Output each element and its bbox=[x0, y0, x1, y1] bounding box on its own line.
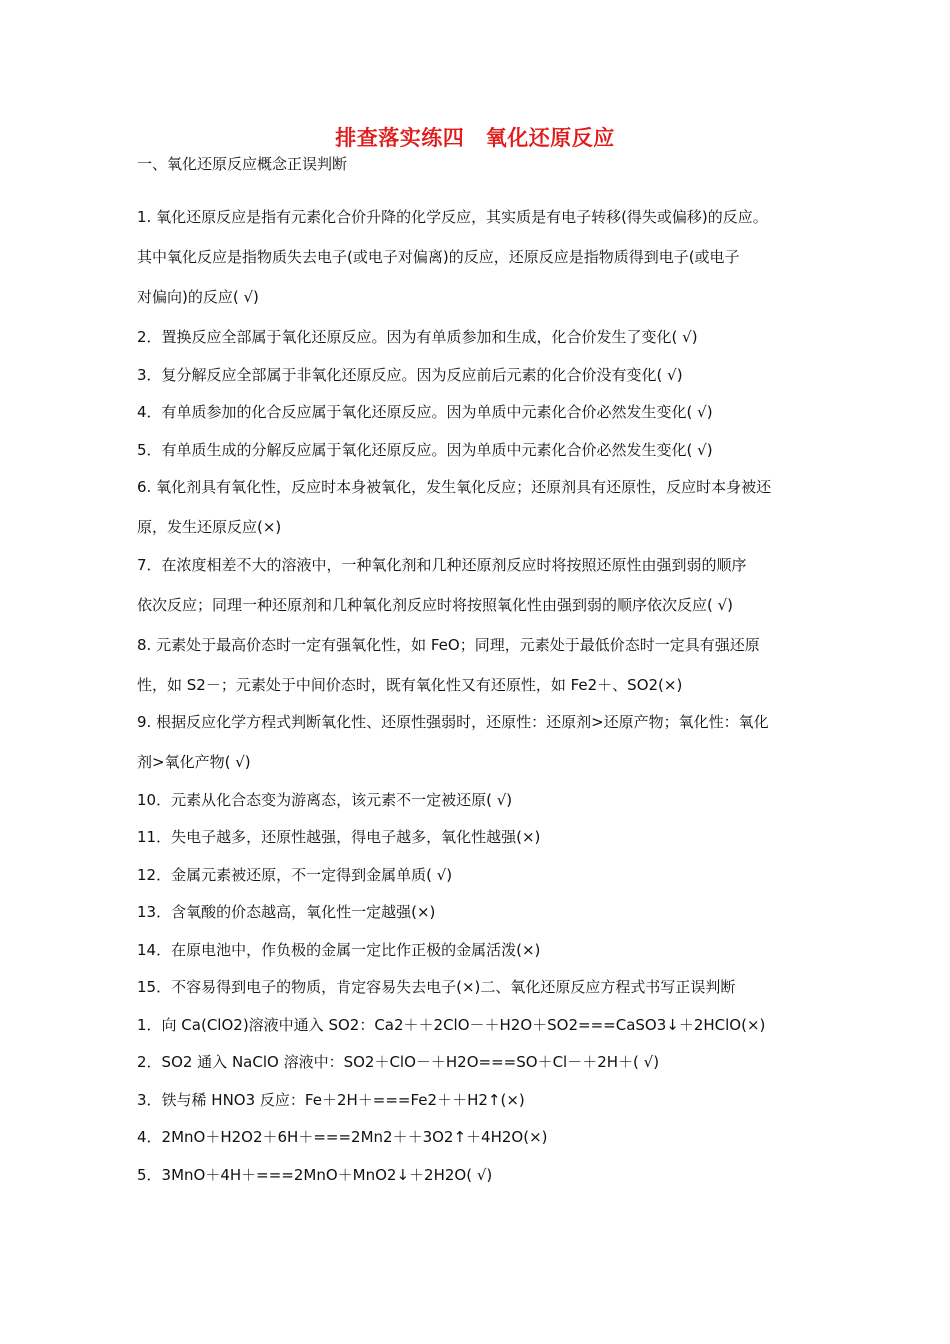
text-line: 12．金属元素被还原，不一定得到金属单质( √) bbox=[137, 865, 453, 884]
text-line: 6. 氧化剂具有氧化性，反应时本身被氧化，发生氧化反应；还原剂具有还原性，反应时本身被还 bbox=[137, 478, 772, 496]
text-line: 原，发生还原反应(×) bbox=[137, 518, 282, 536]
section-heading-concepts: 一、氧化还原反应概念正误判断 bbox=[137, 155, 348, 173]
text-line: 10．元素从化合态变为游离态，该元素不一定被还原( √) bbox=[137, 790, 513, 809]
text-line: 4．2MnO＋H2O2＋6H＋===2Mn2＋＋3O2↑＋4H2O(×) bbox=[137, 1128, 548, 1146]
text-line: 15．不容易得到电子的物质，肯定容易失去电子(×)二、氧化还原反应方程式书写正误判断 bbox=[137, 978, 736, 996]
text-line: 11．失电子越多，还原性越强，得电子越多，氧化性越强(×) bbox=[137, 828, 541, 846]
text-line: 7．在浓度相差不大的溶液中，一种氧化剂和几种还原剂反应时将按照还原性由强到弱的顺序 bbox=[137, 555, 747, 574]
text-line: 对偏向)的反应( √) bbox=[137, 288, 259, 306]
text-line: 3．铁与稀 HNO3 反应：Fe＋2H＋===Fe2＋＋H2↑(×) bbox=[137, 1090, 525, 1109]
document-body bbox=[137, 207, 817, 1202]
text-line: 1．向 Ca(ClO2)溶液中通入 SO2：Ca2＋＋2ClO－＋H2O＋SO2===CaSO3↓＋2HClO(×) bbox=[137, 1015, 766, 1034]
text-line: 1. 氧化还原反应是指有元素化合价升降的化学反应，其实质是有电子转移(得失或偏移)的反应。 bbox=[137, 208, 768, 226]
page-title: 排查落实练四 氧化还原反应 bbox=[335, 126, 615, 150]
text-line: 其中氧化反应是指物质失去电子(或电子对偏离)的反应，还原反应是指物质得到电子(或电子 bbox=[137, 248, 740, 266]
text-line: 2．置换反应全部属于氧化还原反应。因为有单质参加和生成，化合价发生了变化( √) bbox=[137, 328, 698, 346]
text-line: 剂>氧化产物( √) bbox=[137, 753, 251, 771]
text-line: 性，如 S2－；元素处于中间价态时，既有氧化性又有还原性，如 Fe2＋、SO2(×) bbox=[137, 675, 683, 694]
text-line: 8. 元素处于最高价态时一定有强氧化性，如 FeO；同理，元素处于最低价态时一定具有强还原 bbox=[137, 635, 760, 654]
text-line: 9. 根据反应化学方程式判断氧化性、还原性强弱时，还原性：还原剂>还原产物；氧化性：氧化 bbox=[137, 713, 769, 731]
text-line: 5．3MnO＋4H＋===2MnO＋MnO2↓＋2H2O( √) bbox=[137, 1165, 493, 1184]
text-line: 3．复分解反应全部属于非氧化还原反应。因为反应前后元素的化合价没有变化( √) bbox=[137, 365, 683, 384]
text-line: 2．SO2 通入 NaClO 溶液中：SO2＋ClO－＋H2O===SO＋Cl－＋2H＋( √) bbox=[137, 1053, 660, 1071]
text-line: 14．在原电池中，作负极的金属一定比作正极的金属活泼(×) bbox=[137, 940, 541, 959]
text-line: 13．含氧酸的价态越高，氧化性一定越强(×) bbox=[137, 903, 436, 921]
text-line: 依次反应；同理一种还原剂和几种氧化剂反应时将按照氧化性由强到弱的顺序依次反应( √) bbox=[137, 595, 734, 614]
text-line: 4．有单质参加的化合反应属于氧化还原反应。因为单质中元素化合价必然发生变化( √) bbox=[137, 403, 713, 421]
text-line: 5．有单质生成的分解反应属于氧化还原反应。因为单质中元素化合价必然发生变化( √) bbox=[137, 440, 713, 459]
